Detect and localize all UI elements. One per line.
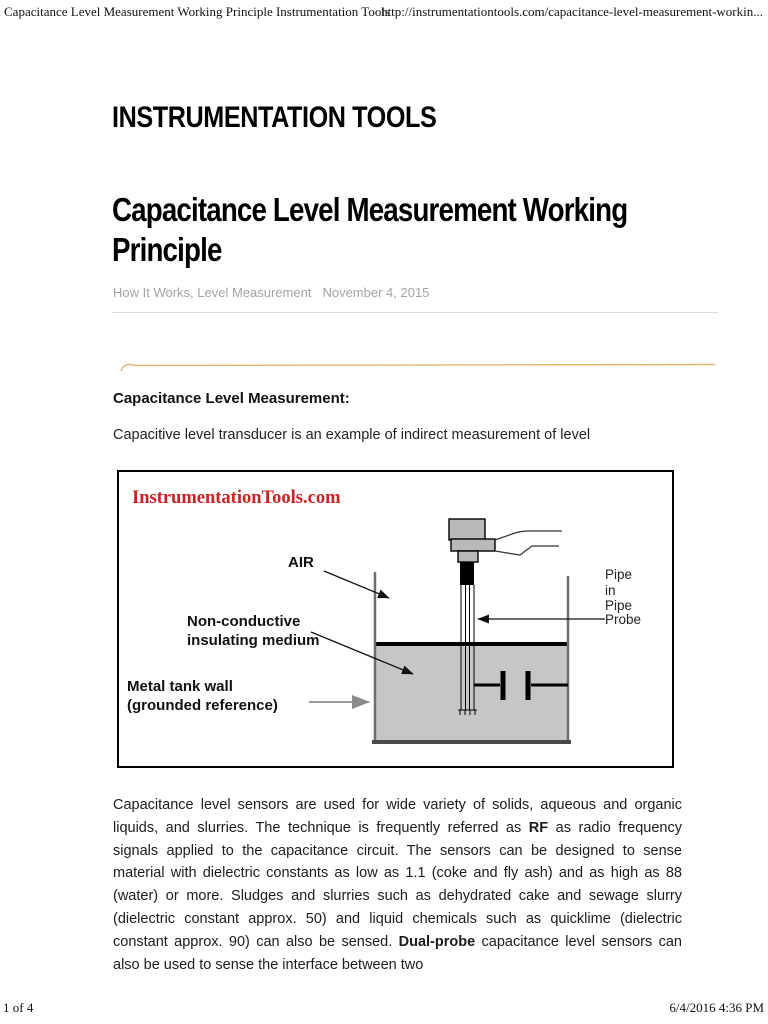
print-header-url: http://instrumentationtools.com/capacitance-level-measurement-workin... [381, 4, 763, 19]
liquid-fill [376, 645, 568, 741]
print-footer-page-indicator: 1 of 4 [3, 1000, 34, 1015]
sensor-cable [495, 531, 562, 555]
pipe-probe-label-line3: Pipe [605, 598, 633, 613]
paragraph-bold-dual-probe: Dual-probe [398, 933, 476, 950]
section-heading: Capacitance Level Measurement: [113, 390, 350, 407]
meta-divider [112, 312, 718, 313]
sensor-head-mid-box [451, 539, 495, 551]
site-title: INSTRUMENTATION TOOLS [112, 101, 437, 134]
paragraph-text: as radio frequency signals applied to the capacitance circuit. The sensors can be designed to sense material with dielectric constants as low as 1.1 (coke and fly ash) and as high as 88 (water) or more. Sludges and slurries such as dehydrated cake and sewage slurry (dielectric constant approx. 50) and liquid chemicals such as quicklime (dielectric constant approx. 90) can also be sensed. [113, 819, 682, 950]
print-header-title: Capacitance Level Measurement Working Principle Instrumentation Tools [4, 4, 391, 19]
gold-divider [118, 360, 718, 374]
sensor-head-neck [458, 551, 478, 562]
air-label: AIR [288, 554, 314, 571]
paragraph-text: Capacitance level sensors are used for wide variety of solids, aqueous and organic liquids, and slurries. The technique is frequently referred as [113, 797, 682, 836]
print-footer-timestamp: 6/4/2016 4:36 PM [669, 1000, 764, 1015]
insulating-medium-label-line2: insulating medium [187, 632, 320, 649]
article-meta [113, 285, 429, 300]
tank-wall-label-line2: (grounded reference) [127, 697, 278, 714]
article-date: November 4, 2015 [322, 285, 430, 300]
body-paragraph [113, 794, 682, 976]
probe-insulator-section [460, 562, 474, 585]
lead-sentence: Capacitive level transducer is an example of indirect measurement of level [113, 427, 591, 443]
capacitance-diagram-svg [119, 472, 672, 766]
paragraph-bold-rf: RF [528, 819, 549, 836]
cable-upper-strand [495, 531, 562, 540]
pipe-probe-label-line2: in [605, 583, 616, 598]
capacitance-diagram [117, 470, 674, 768]
paragraph-text: capacitance level sensors can also be used to sense the interface between two [113, 933, 682, 973]
sensor-head-top-box [449, 519, 485, 540]
air-arrow [324, 571, 389, 598]
pipe-probe-label-line1: Pipe [605, 567, 633, 582]
pipe-probe-label-line4: Probe [605, 612, 642, 627]
gold-divider-line [121, 364, 715, 371]
cable-lower-strand [495, 546, 559, 555]
article-categories: How It Works, Level Measurement [113, 285, 312, 300]
sensor-head [449, 519, 495, 562]
tank-wall-label-line1: Metal tank wall [127, 678, 233, 695]
insulating-medium-label-line1: Non-conductive [187, 613, 301, 630]
figure-watermark: InstrumentationTools.com [132, 488, 341, 508]
article-title: Capacitance Level Measurement Working Principle [112, 191, 628, 268]
